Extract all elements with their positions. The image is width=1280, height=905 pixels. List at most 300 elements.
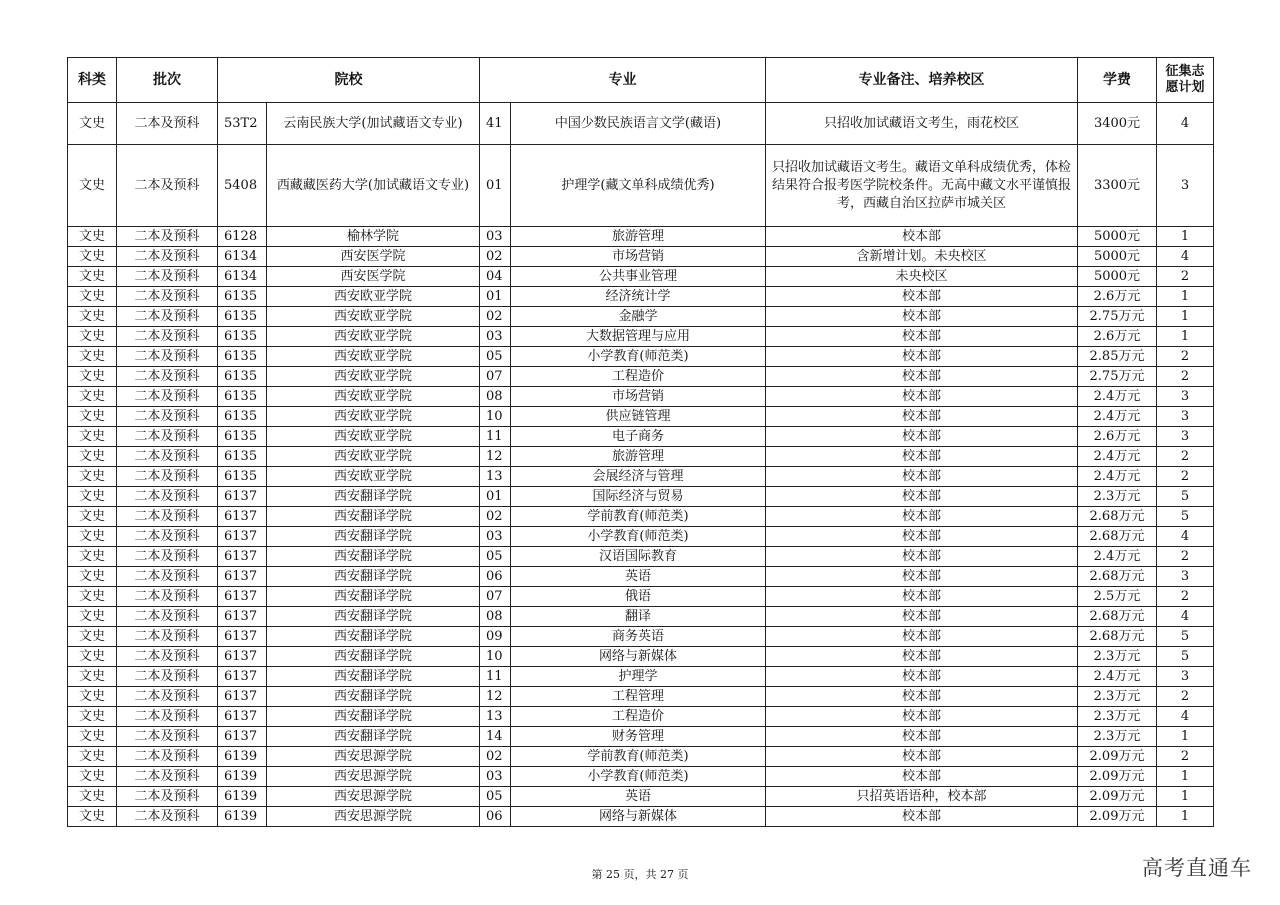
cell-school-code: 6139 [218,767,267,787]
cell-plan: 2 [1157,747,1214,767]
cell-major-code: 03 [480,227,511,247]
table-row [68,507,1214,527]
cell-major: 工程造价 [511,367,766,387]
table-row [68,367,1214,387]
cell-note: 校本部 [766,727,1078,747]
cell-fee: 2.4万元 [1078,387,1157,407]
cell-batch: 二本及预科 [117,727,218,747]
cell-major: 大数据管理与应用 [511,327,766,347]
cell-note: 校本部 [766,527,1078,547]
cell-major: 供应链管理 [511,407,766,427]
cell-batch: 二本及预科 [117,507,218,527]
cell-category: 文史 [68,547,117,567]
cell-note: 校本部 [766,307,1078,327]
cell-school-code: 6137 [218,487,267,507]
cell-category: 文史 [68,227,117,247]
cell-major-code: 01 [480,487,511,507]
cell-category: 文史 [68,487,117,507]
cell-category: 文史 [68,807,117,827]
cell-school: 西安翻译学院 [267,687,480,707]
cell-school: 西安翻译学院 [267,707,480,727]
cell-school: 西安翻译学院 [267,487,480,507]
cell-school-code: 6135 [218,407,267,427]
cell-note: 校本部 [766,567,1078,587]
cell-plan: 5 [1157,627,1214,647]
cell-major: 工程造价 [511,707,766,727]
cell-major-code: 02 [480,747,511,767]
cell-note: 校本部 [766,507,1078,527]
cell-major-code: 10 [480,647,511,667]
cell-batch: 二本及预科 [117,447,218,467]
cell-school: 西安医学院 [267,267,480,287]
cell-plan: 2 [1157,587,1214,607]
cell-school: 西安翻译学院 [267,567,480,587]
table-row [68,527,1214,547]
table-row [68,627,1214,647]
cell-school: 榆林学院 [267,227,480,247]
cell-batch: 二本及预科 [117,767,218,787]
table-row [68,287,1214,307]
cell-school: 西安翻译学院 [267,547,480,567]
cell-major: 小学教育(师范类) [511,527,766,547]
cell-major: 小学教育(师范类) [511,347,766,367]
cell-batch: 二本及预科 [117,227,218,247]
cell-major: 旅游管理 [511,447,766,467]
cell-plan: 2 [1157,447,1214,467]
cell-school: 西安欧亚学院 [267,287,480,307]
cell-school: 西安欧亚学院 [267,427,480,447]
cell-plan: 3 [1157,145,1214,227]
cell-school-code: 6134 [218,247,267,267]
cell-major: 学前教育(师范类) [511,747,766,767]
cell-major-code: 09 [480,627,511,647]
cell-school: 西安翻译学院 [267,587,480,607]
table-header-row [68,58,1214,103]
cell-major-code: 41 [480,103,511,145]
cell-school: 西安欧亚学院 [267,347,480,367]
table-row [68,647,1214,667]
cell-school: 西安思源学院 [267,787,480,807]
cell-major-code: 13 [480,707,511,727]
table-row [68,787,1214,807]
watermark-logo-text: 高考直通车 [1142,856,1252,880]
cell-plan: 1 [1157,307,1214,327]
cell-school-code: 6139 [218,787,267,807]
cell-fee: 2.4万元 [1078,547,1157,567]
cell-school: 云南民族大学(加试藏语文专业) [267,103,480,145]
cell-school-code: 6135 [218,307,267,327]
cell-school: 西安欧亚学院 [267,307,480,327]
cell-plan: 2 [1157,467,1214,487]
cell-school: 西安欧亚学院 [267,367,480,387]
cell-fee: 2.85万元 [1078,347,1157,367]
cell-major-code: 02 [480,307,511,327]
cell-major: 英语 [511,567,766,587]
cell-major-code: 06 [480,567,511,587]
cell-major-code: 03 [480,767,511,787]
cell-batch: 二本及预科 [117,427,218,447]
cell-major-code: 14 [480,727,511,747]
cell-school: 西安欧亚学院 [267,387,480,407]
cell-fee: 2.68万元 [1078,567,1157,587]
cell-batch: 二本及预科 [117,307,218,327]
cell-fee: 2.3万元 [1078,487,1157,507]
cell-school-code: 6139 [218,747,267,767]
cell-major: 市场营销 [511,247,766,267]
cell-school-code: 5408 [218,145,267,227]
cell-fee: 2.3万元 [1078,727,1157,747]
cell-note: 校本部 [766,687,1078,707]
cell-note: 校本部 [766,767,1078,787]
cell-fee: 2.6万元 [1078,287,1157,307]
header-note: 专业备注、培养校区 [766,58,1078,103]
cell-major-code: 05 [480,347,511,367]
cell-category: 文史 [68,103,117,145]
cell-plan: 3 [1157,407,1214,427]
table-row [68,227,1214,247]
cell-plan: 3 [1157,667,1214,687]
table-row [68,727,1214,747]
cell-category: 文史 [68,307,117,327]
cell-major: 英语 [511,787,766,807]
cell-major-code: 10 [480,407,511,427]
cell-batch: 二本及预科 [117,387,218,407]
cell-school-code: 6137 [218,527,267,547]
cell-note: 校本部 [766,647,1078,667]
cell-major: 电子商务 [511,427,766,447]
cell-batch: 二本及预科 [117,407,218,427]
cell-plan: 4 [1157,103,1214,145]
cell-major-code: 06 [480,807,511,827]
table-row [68,567,1214,587]
cell-plan: 4 [1157,707,1214,727]
cell-major: 中国少数民族语言文学(藏语) [511,103,766,145]
cell-note: 校本部 [766,327,1078,347]
cell-batch: 二本及预科 [117,647,218,667]
cell-plan: 4 [1157,607,1214,627]
cell-major-code: 02 [480,247,511,267]
cell-major-code: 03 [480,327,511,347]
cell-major: 会展经济与管理 [511,467,766,487]
cell-batch: 二本及预科 [117,707,218,727]
cell-school-code: 6137 [218,727,267,747]
cell-fee: 2.75万元 [1078,307,1157,327]
table-row [68,387,1214,407]
cell-major-code: 11 [480,427,511,447]
cell-school-code: 6135 [218,347,267,367]
cell-major-code: 04 [480,267,511,287]
cell-fee: 2.75万元 [1078,367,1157,387]
cell-batch: 二本及预科 [117,487,218,507]
cell-school: 西安翻译学院 [267,647,480,667]
cell-note: 只招收加试藏语文考生，雨花校区 [766,103,1078,145]
cell-school-code: 6137 [218,687,267,707]
cell-category: 文史 [68,467,117,487]
table-row [68,587,1214,607]
cell-note: 只招英语语种，校本部 [766,787,1078,807]
cell-major-code: 08 [480,387,511,407]
cell-plan: 2 [1157,267,1214,287]
cell-major: 翻译 [511,607,766,627]
cell-note: 未央校区 [766,267,1078,287]
cell-plan: 4 [1157,527,1214,547]
cell-school-code: 6135 [218,447,267,467]
cell-school: 西安欧亚学院 [267,447,480,467]
cell-major: 工程管理 [511,687,766,707]
table-row [68,103,1214,145]
cell-school: 西安医学院 [267,247,480,267]
cell-school: 西安翻译学院 [267,627,480,647]
cell-note: 校本部 [766,407,1078,427]
cell-note: 校本部 [766,747,1078,767]
cell-school-code: 6137 [218,547,267,567]
cell-fee: 2.4万元 [1078,407,1157,427]
cell-major: 网络与新媒体 [511,807,766,827]
cell-fee: 2.4万元 [1078,447,1157,467]
table-row [68,607,1214,627]
cell-fee: 5000元 [1078,247,1157,267]
cell-batch: 二本及预科 [117,103,218,145]
cell-fee: 2.3万元 [1078,687,1157,707]
cell-fee: 3400元 [1078,103,1157,145]
cell-plan: 1 [1157,807,1214,827]
cell-school: 西安欧亚学院 [267,467,480,487]
table-row [68,447,1214,467]
cell-major-code: 08 [480,607,511,627]
cell-note: 校本部 [766,807,1078,827]
cell-category: 文史 [68,427,117,447]
admission-plan-table [67,57,1214,827]
cell-major-code: 11 [480,667,511,687]
cell-fee: 3300元 [1078,145,1157,227]
cell-category: 文史 [68,727,117,747]
cell-note: 只招收加试藏语文考生。藏语文单科成绩优秀，体检结果符合报考医学院校条件。无高中藏文水平谨慎报考，西藏自治区拉萨市城关区 [766,145,1078,227]
cell-major: 市场营销 [511,387,766,407]
table-row [68,707,1214,727]
cell-major-code: 02 [480,507,511,527]
cell-fee: 2.3万元 [1078,647,1157,667]
cell-major: 网络与新媒体 [511,647,766,667]
cell-school: 西安翻译学院 [267,527,480,547]
cell-category: 文史 [68,327,117,347]
cell-plan: 1 [1157,787,1214,807]
cell-fee: 2.6万元 [1078,327,1157,347]
cell-note: 校本部 [766,707,1078,727]
cell-batch: 二本及预科 [117,145,218,227]
cell-school-code: 6128 [218,227,267,247]
cell-school: 西藏藏医药大学(加试藏语文专业) [267,145,480,227]
table-body [68,103,1214,827]
cell-fee: 2.09万元 [1078,767,1157,787]
cell-major: 旅游管理 [511,227,766,247]
cell-major-code: 05 [480,547,511,567]
cell-category: 文史 [68,627,117,647]
table-row [68,145,1214,227]
cell-note: 校本部 [766,367,1078,387]
cell-major-code: 12 [480,687,511,707]
cell-major-code: 01 [480,145,511,227]
cell-note: 校本部 [766,487,1078,507]
cell-fee: 2.68万元 [1078,527,1157,547]
header-fee: 学费 [1078,58,1157,103]
cell-category: 文史 [68,687,117,707]
cell-batch: 二本及预科 [117,787,218,807]
cell-fee: 2.09万元 [1078,747,1157,767]
cell-major-code: 03 [480,527,511,547]
cell-note: 校本部 [766,547,1078,567]
cell-major: 护理学(藏文单科成绩优秀) [511,145,766,227]
cell-category: 文史 [68,707,117,727]
cell-major: 公共事业管理 [511,267,766,287]
cell-fee: 2.6万元 [1078,427,1157,447]
cell-plan: 1 [1157,287,1214,307]
cell-fee: 2.5万元 [1078,587,1157,607]
cell-batch: 二本及预科 [117,547,218,567]
cell-school-code: 6135 [218,367,267,387]
cell-batch: 二本及预科 [117,667,218,687]
cell-school: 西安翻译学院 [267,727,480,747]
cell-fee: 5000元 [1078,227,1157,247]
cell-batch: 二本及预科 [117,607,218,627]
header-category: 科类 [68,58,117,103]
cell-batch: 二本及预科 [117,367,218,387]
cell-plan: 2 [1157,547,1214,567]
cell-category: 文史 [68,787,117,807]
cell-major-code: 05 [480,787,511,807]
cell-major: 商务英语 [511,627,766,647]
cell-plan: 5 [1157,487,1214,507]
cell-plan: 2 [1157,367,1214,387]
cell-category: 文史 [68,287,117,307]
cell-fee: 2.09万元 [1078,787,1157,807]
cell-category: 文史 [68,145,117,227]
cell-plan: 1 [1157,767,1214,787]
cell-school-code: 6139 [218,807,267,827]
cell-school-code: 6137 [218,707,267,727]
cell-major-code: 01 [480,287,511,307]
cell-category: 文史 [68,407,117,427]
cell-category: 文史 [68,267,117,287]
cell-note: 校本部 [766,427,1078,447]
cell-school-code: 6135 [218,427,267,447]
cell-batch: 二本及预科 [117,687,218,707]
cell-note: 校本部 [766,607,1078,627]
cell-major: 国际经济与贸易 [511,487,766,507]
cell-school-code: 6137 [218,647,267,667]
header-school: 院校 [218,58,480,103]
cell-school-code: 6137 [218,667,267,687]
cell-fee: 2.68万元 [1078,627,1157,647]
table-row [68,767,1214,787]
cell-note: 校本部 [766,447,1078,467]
cell-category: 文史 [68,667,117,687]
cell-note: 校本部 [766,667,1078,687]
cell-fee: 2.68万元 [1078,507,1157,527]
cell-note: 校本部 [766,287,1078,307]
table-row [68,747,1214,767]
cell-fee: 2.4万元 [1078,467,1157,487]
cell-batch: 二本及预科 [117,627,218,647]
cell-school: 西安欧亚学院 [267,327,480,347]
cell-major: 财务管理 [511,727,766,747]
cell-plan: 3 [1157,427,1214,447]
cell-category: 文史 [68,607,117,627]
cell-plan: 4 [1157,247,1214,267]
cell-school: 西安翻译学院 [267,507,480,527]
table-row [68,427,1214,447]
page-number: 第 25 页，共 27 页 [591,868,689,881]
cell-school: 西安思源学院 [267,747,480,767]
cell-batch: 二本及预科 [117,587,218,607]
cell-category: 文史 [68,567,117,587]
cell-note: 校本部 [766,227,1078,247]
cell-school-code: 6135 [218,467,267,487]
cell-category: 文史 [68,747,117,767]
cell-major: 金融学 [511,307,766,327]
table-row [68,687,1214,707]
cell-category: 文史 [68,247,117,267]
cell-school-code: 6135 [218,327,267,347]
table-row [68,807,1214,827]
cell-category: 文史 [68,767,117,787]
cell-note: 校本部 [766,387,1078,407]
cell-category: 文史 [68,527,117,547]
table-row [68,247,1214,267]
table-row [68,487,1214,507]
cell-school-code: 6137 [218,587,267,607]
cell-plan: 5 [1157,507,1214,527]
cell-batch: 二本及预科 [117,247,218,267]
cell-batch: 二本及预科 [117,567,218,587]
cell-school-code: 6135 [218,387,267,407]
cell-school: 西安思源学院 [267,807,480,827]
cell-plan: 1 [1157,327,1214,347]
cell-school-code: 6137 [218,607,267,627]
cell-fee: 2.4万元 [1078,667,1157,687]
header-plan: 征集志愿计划 [1157,58,1214,103]
cell-plan: 3 [1157,567,1214,587]
table-row [68,267,1214,287]
cell-fee: 2.09万元 [1078,807,1157,827]
table-row [68,327,1214,347]
cell-note: 校本部 [766,347,1078,367]
cell-batch: 二本及预科 [117,527,218,547]
cell-school-code: 53T2 [218,103,267,145]
cell-category: 文史 [68,447,117,467]
cell-major: 小学教育(师范类) [511,767,766,787]
cell-note: 校本部 [766,467,1078,487]
cell-major: 汉语国际教育 [511,547,766,567]
cell-school-code: 6137 [218,627,267,647]
cell-note: 校本部 [766,627,1078,647]
table-row [68,307,1214,327]
cell-batch: 二本及预科 [117,747,218,767]
cell-major-code: 07 [480,587,511,607]
cell-school: 西安翻译学院 [267,667,480,687]
cell-fee: 5000元 [1078,267,1157,287]
cell-major: 学前教育(师范类) [511,507,766,527]
cell-fee: 2.3万元 [1078,707,1157,727]
header-major: 专业 [480,58,766,103]
cell-batch: 二本及预科 [117,347,218,367]
cell-plan: 2 [1157,347,1214,367]
cell-major-code: 07 [480,367,511,387]
table-row [68,667,1214,687]
cell-major-code: 12 [480,447,511,467]
cell-major-code: 13 [480,467,511,487]
cell-school: 西安思源学院 [267,767,480,787]
cell-batch: 二本及预科 [117,287,218,307]
